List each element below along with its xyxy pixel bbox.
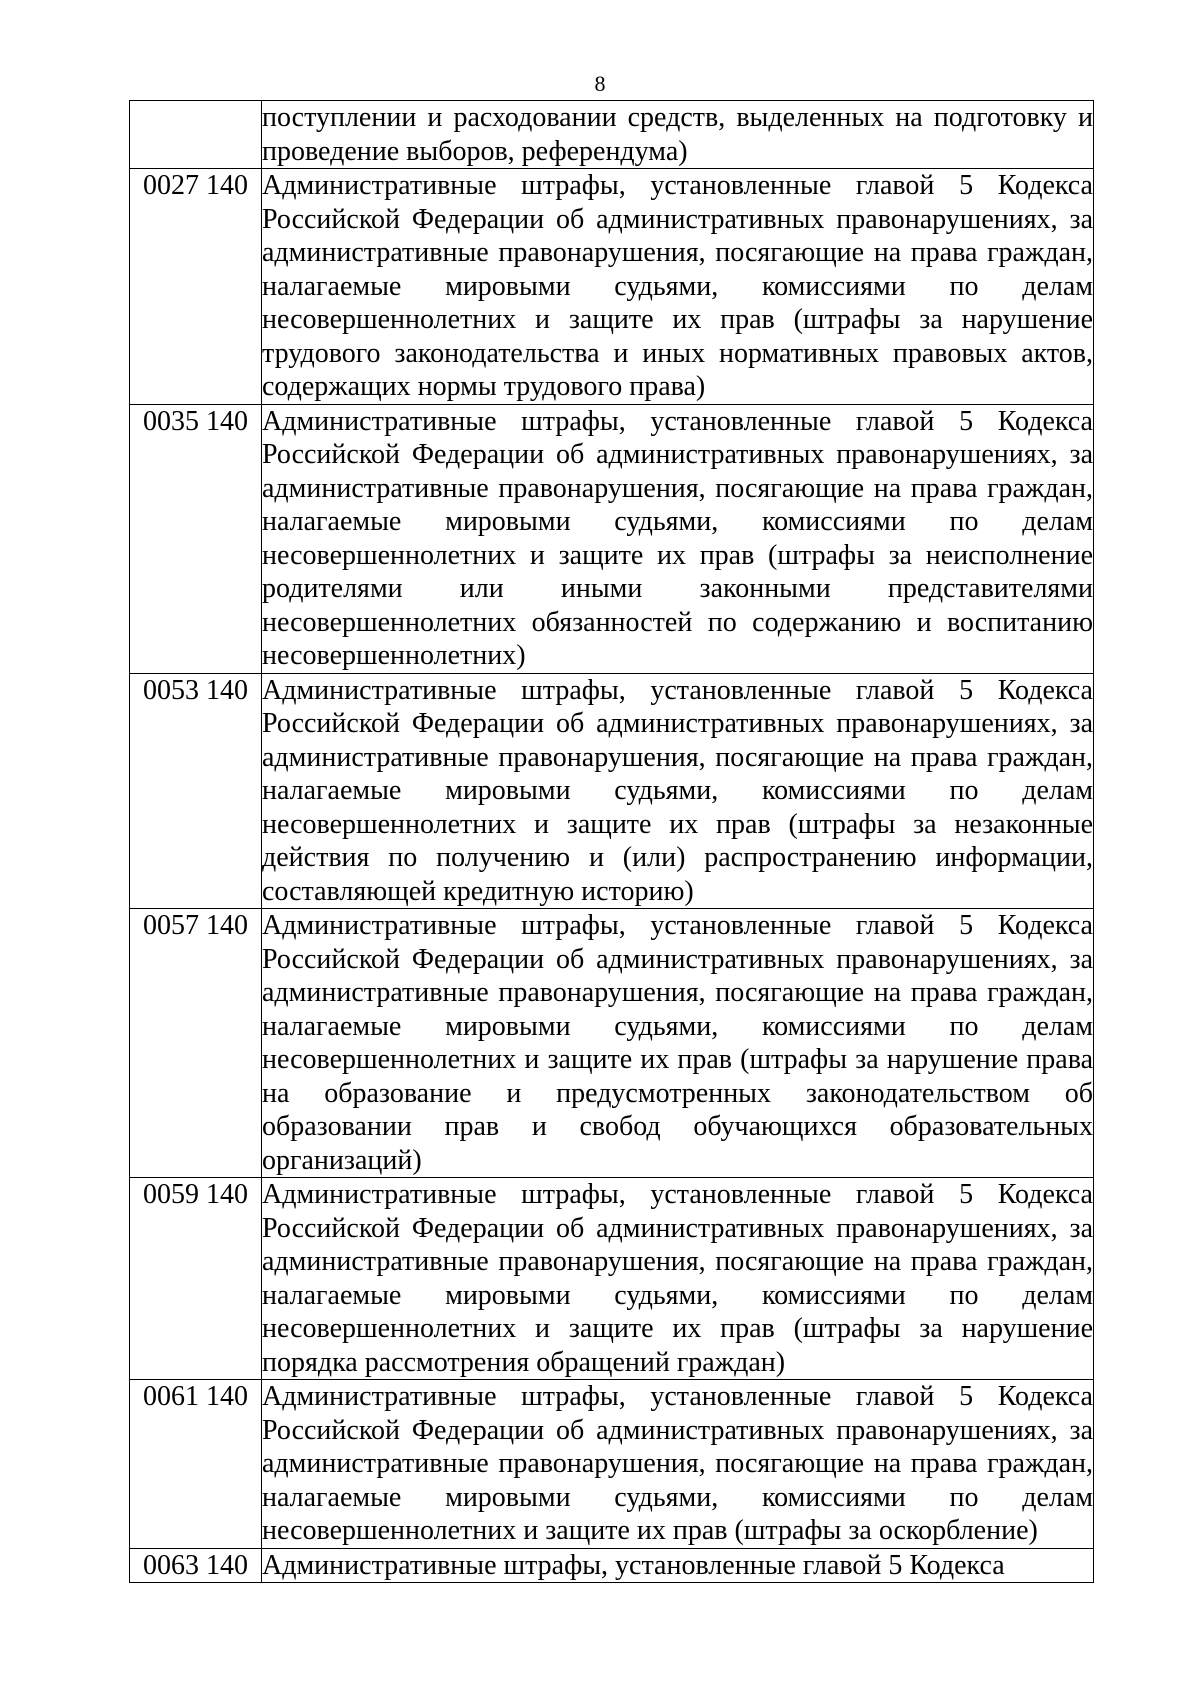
description-cell: Административные штрафы, установленные главой 5 Кодекса	[262, 1548, 1094, 1583]
description-cell: Административные штрафы, установленные главой 5 Кодекса Российской Федерации об административных правонарушениях, за административные правонарушения, посягающие на права граждан, налагаемые мировыми судьями, комиссиями по делам несовершеннолетних и защите их прав (штрафы за оскорбление)	[262, 1381, 1093, 1546]
table-row	[130, 673, 1094, 909]
code-cell: 0059 140	[130, 1178, 262, 1380]
table-row	[130, 404, 1094, 673]
table-row	[130, 909, 1094, 1178]
description-cell: Административные штрафы, установленные главой 5 Кодекса Российской Федерации об административных правонарушениях, за административные правонарушения, посягающие на права граждан, налагаемые мировыми судьями, комиссиями по делам несовершеннолетних и защите их прав (штрафы за нарушение права на образование и предусмотренных законодательством об образовании прав и свобод обучающихся образовательных организаций)	[262, 910, 1093, 1176]
code-cell: 0035 140	[130, 404, 262, 673]
description-cell: Административные штрафы, установленные главой 5 Кодекса Российской Федерации об административных правонарушениях, за административные правонарушения, посягающие на права граждан, налагаемые мировыми судьями, комиссиями по делам несовершеннолетних и защите их прав (штрафы за нарушение трудового законодательства и иных нормативных правовых актов, содержащих нормы трудового права)	[262, 170, 1093, 402]
table-row	[130, 169, 1094, 405]
table-row	[130, 1178, 1094, 1380]
code-cell: 0057 140	[130, 909, 262, 1178]
table-row	[130, 1548, 1094, 1583]
code-cell: 0061 140	[130, 1380, 262, 1549]
table-row	[130, 101, 1094, 169]
codes-table	[129, 100, 1094, 1583]
description-cell: Административные штрафы, установленные главой 5 Кодекса Российской Федерации об административных правонарушениях, за административные правонарушения, посягающие на права граждан, налагаемые мировыми судьями, комиссиями по делам несовершеннолетних и защите их прав (штрафы за незаконные действия по получению и (или) распространению информации, составляющей кредитную историю)	[262, 674, 1093, 907]
code-cell: 0027 140	[130, 169, 262, 405]
description-cell: Административные штрафы, установленные главой 5 Кодекса Российской Федерации об административных правонарушениях, за административные правонарушения, посягающие на права граждан, налагаемые мировыми судьями, комиссиями по делам несовершеннолетних и защите их прав (штрафы за неисполнение родителями или иными законными представителями несовершеннолетних обязанностей по содержанию и воспитанию несовершеннолетних)	[262, 405, 1093, 671]
page-number: 8	[594, 71, 606, 96]
description-cell: Административные штрафы, установленные главой 5 Кодекса Российской Федерации об административных правонарушениях, за административные правонарушения, посягающие на права граждан, налагаемые мировыми судьями, комиссиями по делам несовершеннолетних и защите их прав (штрафы за нарушение порядка рассмотрения обращений граждан)	[262, 1179, 1093, 1378]
code-cell: 0053 140	[130, 673, 262, 909]
description-cell: поступлении и расходовании средств, выделенных на подготовку и проведение выборов, референдума)	[262, 102, 1093, 167]
table-row	[130, 1380, 1094, 1549]
code-cell: 0063 140	[130, 1548, 262, 1583]
code-cell	[130, 101, 262, 169]
